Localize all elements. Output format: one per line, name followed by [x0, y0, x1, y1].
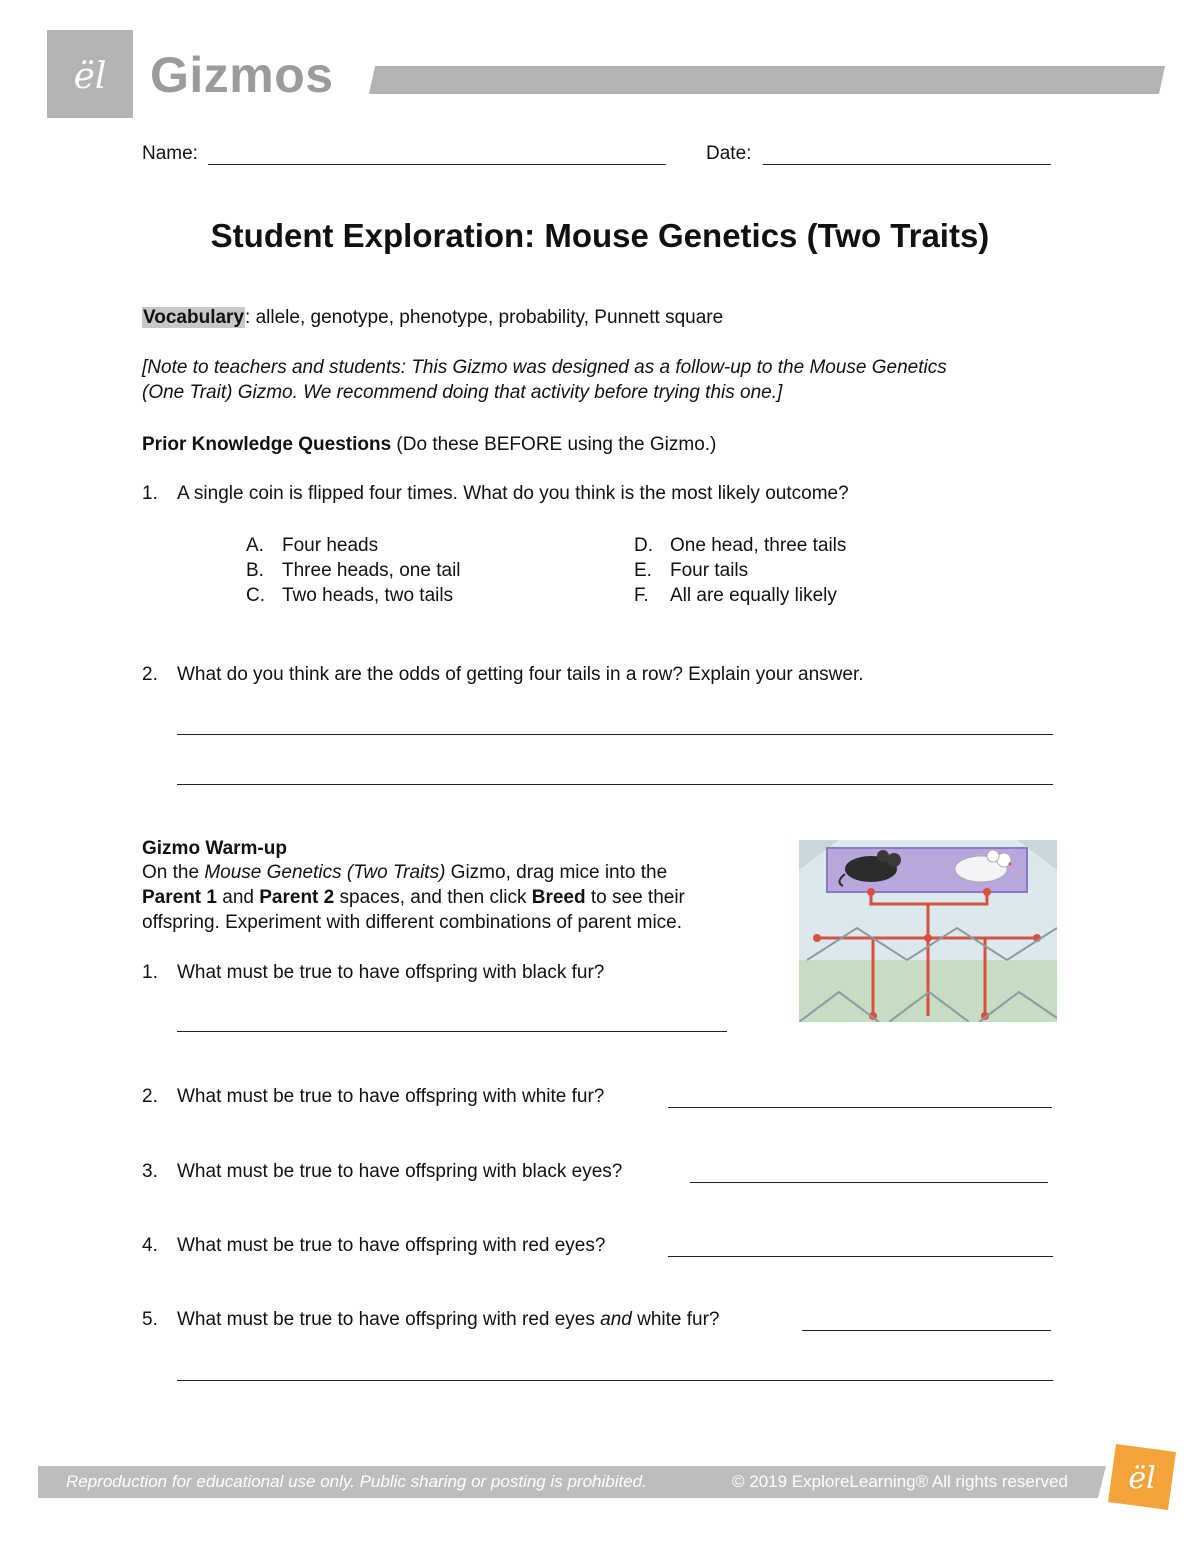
choice-text: All are equally likely [670, 585, 837, 606]
el-logo-icon [47, 30, 133, 118]
note-line-2: (One Trait) Gizmo. We recommend doing that activity before trying this one.] [142, 382, 783, 403]
question-text: What do you think are the odds of getting four tails in a row? Explain your answer. [177, 664, 864, 685]
question-text: What must be true to have offspring with black fur? [177, 962, 605, 983]
vocabulary-terms: : allele, genotype, phenotype, probability, Punnett square [245, 307, 724, 328]
svg-text:ël: ël [73, 56, 107, 97]
vocabulary-label: Vocabulary [143, 307, 245, 328]
answer-line[interactable] [177, 784, 1053, 785]
name-label: Name: [142, 143, 198, 164]
choice-text: Three heads, one tail [282, 560, 461, 581]
choice-text: Four heads [282, 535, 379, 556]
choice-text: One head, three tails [670, 535, 847, 556]
svg-text:ël: ël [1128, 1461, 1156, 1496]
warmup-heading: Gizmo Warm-up [142, 838, 287, 859]
note-line-1: [Note to teachers and students: This Gizmo was designed as a follow-up to the Mouse Genetics [142, 357, 947, 378]
question-text: What must be true to have offspring with black eyes? [177, 1161, 623, 1182]
mouse-breeding-simulation-image [799, 840, 1057, 1022]
answer-line[interactable] [668, 1107, 1052, 1108]
answer-line[interactable] [177, 1031, 727, 1032]
warmup-intro-line-2: Parent 1 and Parent 2 spaces, and then click Breed to see their [142, 887, 685, 908]
choice-letter: E. [634, 560, 652, 581]
answer-line[interactable] [690, 1182, 1048, 1183]
question-number: 3. [142, 1161, 158, 1182]
choice-letter: B. [246, 560, 264, 581]
page-title: Student Exploration: Mouse Genetics (Two Traits) [210, 217, 990, 254]
gizmos-brand: Gizmos [150, 47, 334, 103]
choice-letter: F. [634, 585, 649, 606]
header-bar [369, 66, 1165, 94]
answer-line[interactable] [668, 1256, 1053, 1257]
choice-letter: C. [246, 585, 265, 606]
question-number: 2. [142, 664, 158, 685]
question-text: A single coin is flipped four times. What do you think is the most likely outcome? [177, 483, 849, 504]
warmup-intro-line-3: offspring. Experiment with different combinations of parent mice. [142, 912, 683, 933]
choice-letter: A. [246, 535, 264, 556]
question-number: 2. [142, 1086, 158, 1107]
explorelearning-logo [47, 30, 133, 118]
footer-disclaimer: Reproduction for educational use only. Public sharing or posting is prohibited. [66, 1472, 647, 1491]
question-text: What must be true to have offspring with white fur? [177, 1086, 605, 1107]
prior-knowledge-heading: Prior Knowledge Questions (Do these BEFORE using the Gizmo.) [142, 434, 717, 455]
answer-line[interactable] [177, 1380, 1053, 1381]
choice-letter: D. [634, 535, 653, 556]
question-number: 1. [142, 483, 158, 504]
question-number: 5. [142, 1309, 158, 1330]
answer-line[interactable] [802, 1330, 1051, 1331]
answer-line[interactable] [177, 734, 1053, 735]
footer-copyright: © 2019 ExploreLearning® All rights reserved [732, 1472, 1068, 1491]
vocabulary-line [142, 305, 723, 330]
question-number: 4. [142, 1235, 158, 1256]
choice-text: Four tails [670, 560, 749, 581]
question-number: 1. [142, 962, 158, 983]
name-field[interactable] [208, 164, 666, 165]
choice-text: Two heads, two tails [282, 585, 454, 606]
explorelearning-footer-logo-icon [1102, 1436, 1180, 1514]
date-field[interactable] [763, 164, 1051, 165]
warmup-intro-line-1: On the Mouse Genetics (Two Traits) Gizmo, drag mice into the [142, 862, 668, 883]
question-text: What must be true to have offspring with red eyes? [177, 1235, 606, 1256]
question-text: What must be true to have offspring with red eyes and white fur? [177, 1309, 720, 1330]
date-label: Date: [706, 143, 752, 164]
